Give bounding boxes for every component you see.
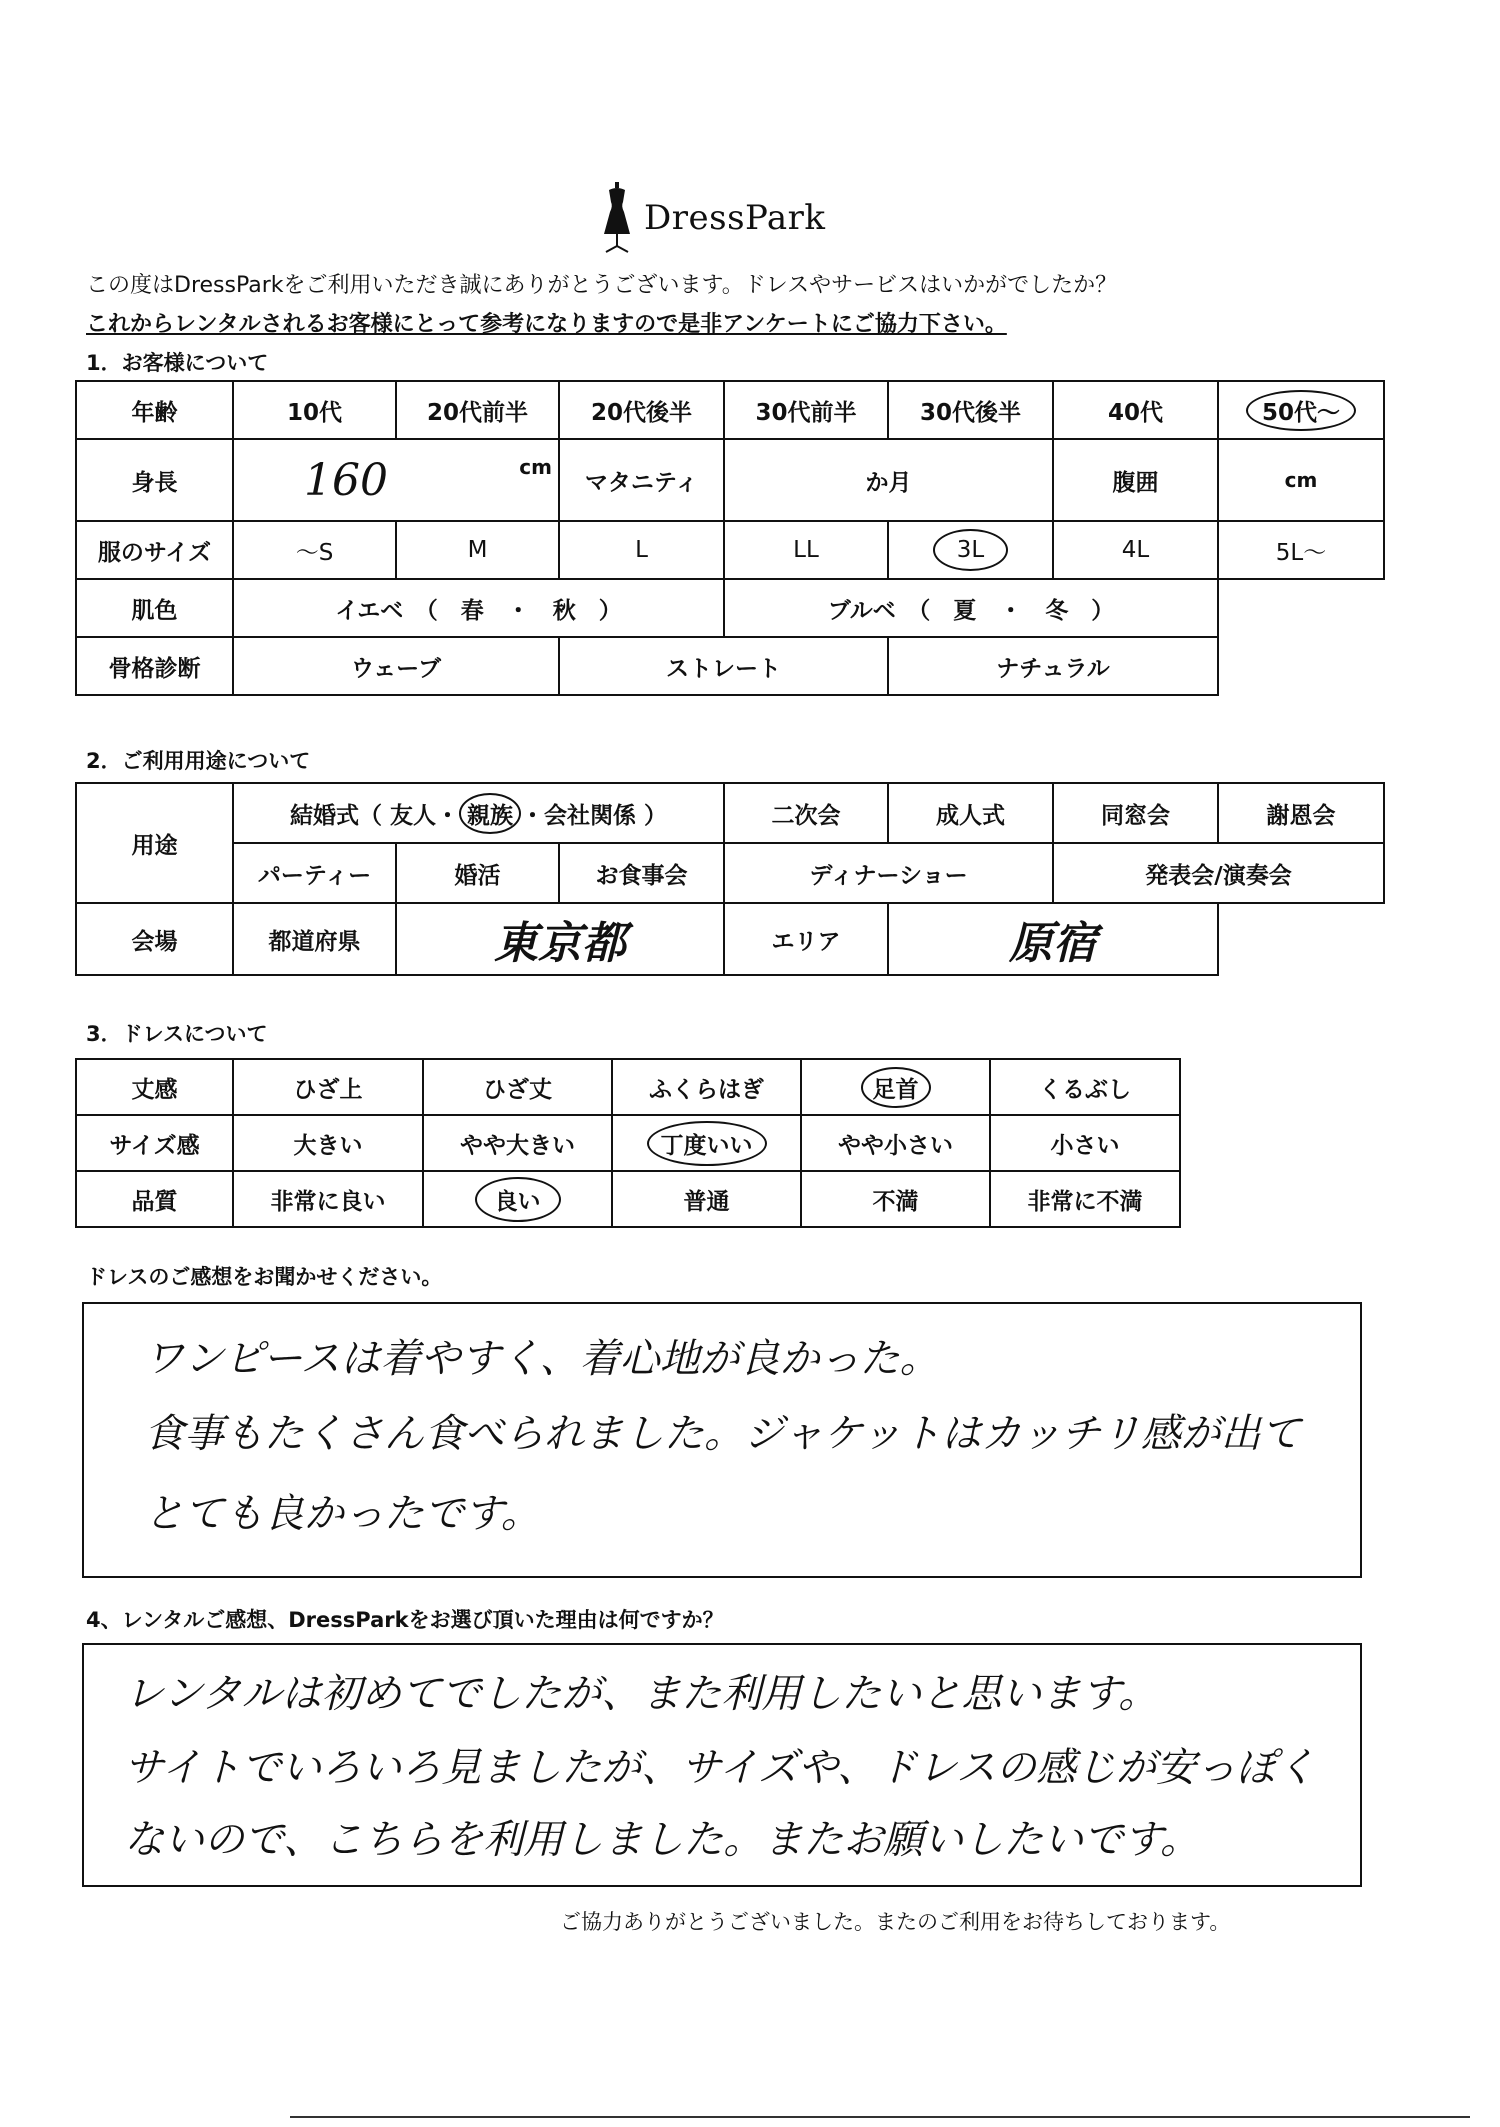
- fit-option: やや小さい: [801, 1115, 990, 1171]
- dress-comment-line: 食事もたくさん食べられました。ジャケットはカッチリ感が出て: [144, 1411, 1301, 1457]
- age-option: 20代前半: [396, 381, 559, 439]
- size-option: 〜S: [233, 521, 396, 579]
- wedding-prefix: 結婚式（ 友人・: [289, 802, 459, 829]
- purpose-option: 謝恩会: [1218, 783, 1384, 843]
- quality-option: 非常に不満: [990, 1171, 1180, 1227]
- size-option: LL: [724, 521, 888, 579]
- frame-row: [76, 637, 1384, 695]
- blank-cell: [1218, 637, 1384, 695]
- dress-comment-line: とても良かったです。: [144, 1491, 541, 1537]
- selected-circle: 丁度いい: [647, 1121, 767, 1166]
- section-3-title: 3．ドレスについて: [86, 1022, 268, 1046]
- quality-option: 不満: [801, 1171, 990, 1227]
- fit-option: 大きい: [233, 1115, 423, 1171]
- waist-label: 腹囲: [1053, 439, 1218, 521]
- footer-thanks: ご協力ありがとうございました。またのご利用をお待ちしております。: [560, 1910, 1231, 1934]
- section-2-title: 2．ご利用用途について: [86, 749, 311, 773]
- wedding-suffix: ・会社関係 ）: [521, 802, 668, 829]
- intro-line-2: これからレンタルされるお客様にとって参考になりますので是非アンケートにご協力下さい。: [86, 312, 1007, 337]
- purpose-option: 婚活: [396, 843, 559, 903]
- length-label: 丈感: [76, 1059, 233, 1115]
- area-value: 原宿: [888, 903, 1218, 975]
- age-option-selected: [1218, 381, 1384, 439]
- selected-circle: 50代〜: [1246, 390, 1356, 431]
- pref-label: 都道府県: [233, 903, 396, 975]
- size-option: M: [396, 521, 559, 579]
- purpose-option: パーティー: [233, 843, 396, 903]
- rental-comment-line: ないので、こちらを利用しました。またお願いしたいです。: [124, 1817, 1200, 1863]
- dress-comment-box: [82, 1302, 1362, 1578]
- height-row: [76, 439, 1384, 521]
- intro-line-1: この度はDressParkをご利用いただき誠にありがとうございます。ドレスやサービスはいかがでしたか？: [86, 273, 1118, 298]
- quality-option: 非常に良い: [233, 1171, 423, 1227]
- quality-option-selected: [423, 1171, 612, 1227]
- size-option: L: [559, 521, 724, 579]
- purpose-table: [75, 782, 1385, 976]
- waist-unit: cm: [1218, 439, 1384, 521]
- venue-row: [76, 903, 1384, 975]
- skin-label: 肌色: [76, 579, 233, 637]
- maternity-months: か月: [724, 439, 1053, 521]
- purpose-label: 用途: [76, 783, 233, 903]
- selected-circle: 良い: [475, 1177, 561, 1222]
- height-value-cell: [233, 439, 559, 521]
- pref-value: 東京都: [396, 903, 724, 975]
- age-option: 30代後半: [888, 381, 1053, 439]
- dress-form-icon: [600, 182, 634, 254]
- fit-label: サイズ感: [76, 1115, 233, 1171]
- length-row: [76, 1059, 1180, 1115]
- blank-cell: [1218, 579, 1384, 637]
- age-option: 30代前半: [724, 381, 888, 439]
- purpose-option: 成人式: [888, 783, 1053, 843]
- age-row: [76, 381, 1384, 439]
- purpose-option: お食事会: [559, 843, 724, 903]
- skin-blue: ブルベ （ 夏 ・ 冬 ）: [724, 579, 1218, 637]
- age-option: 10代: [233, 381, 396, 439]
- length-option: ふくらはぎ: [612, 1059, 801, 1115]
- quality-label: 品質: [76, 1171, 233, 1227]
- wedding-selected: 親族: [459, 793, 521, 834]
- size-row: [76, 521, 1384, 579]
- section-1-title: 1．お客様について: [86, 351, 269, 375]
- rental-comment-box: [82, 1643, 1362, 1887]
- rental-comment-line: サイトでいろいろ見ましたが、サイズや、ドレスの感じが安っぽく: [124, 1745, 1316, 1791]
- purpose-wedding: [233, 783, 724, 843]
- fit-option-selected: [612, 1115, 801, 1171]
- age-option: 20代後半: [559, 381, 724, 439]
- frame-label: 骨格診断: [76, 637, 233, 695]
- fit-row: [76, 1115, 1180, 1171]
- maternity-label: マタニティ: [559, 439, 724, 521]
- frame-option: ストレート: [559, 637, 888, 695]
- skin-yellow: イエベ （ 春 ・ 秋 ）: [233, 579, 724, 637]
- purpose-row-1: [76, 783, 1384, 843]
- quality-option: 普通: [612, 1171, 801, 1227]
- section-4-title: 4、レンタルご感想、DressParkをお選び頂いた理由は何ですか？: [86, 1608, 724, 1632]
- length-option: くるぶし: [990, 1059, 1180, 1115]
- bottom-rule: [290, 2116, 1470, 2118]
- dress-comment-prompt: ドレスのご感想をお聞かせください。: [86, 1265, 443, 1289]
- selected-circle: 足首: [861, 1067, 931, 1108]
- fit-option: やや大きい: [423, 1115, 612, 1171]
- height-unit: cm: [519, 454, 552, 479]
- fit-option: 小さい: [990, 1115, 1180, 1171]
- dress-table: [75, 1058, 1181, 1228]
- size-option: 5L〜: [1218, 521, 1384, 579]
- area-label: エリア: [724, 903, 888, 975]
- skin-row: [76, 579, 1384, 637]
- selected-circle: 3L: [933, 529, 1008, 571]
- purpose-option: 二次会: [724, 783, 888, 843]
- venue-label: 会場: [76, 903, 233, 975]
- frame-option: ナチュラル: [888, 637, 1218, 695]
- purpose-option: ディナーショー: [724, 843, 1053, 903]
- quality-row: [76, 1171, 1180, 1227]
- height-value: 160: [304, 454, 388, 506]
- brand-name: DressPark: [644, 198, 826, 238]
- blank-cell: [1218, 903, 1384, 975]
- purpose-option: 発表会/演奏会: [1053, 843, 1384, 903]
- height-label: 身長: [76, 439, 233, 521]
- length-option: ひざ上: [233, 1059, 423, 1115]
- length-option-selected: [801, 1059, 990, 1115]
- size-option: 4L: [1053, 521, 1218, 579]
- rental-comment-line: レンタルは初めてでしたが、また利用したいと思います。: [124, 1671, 1159, 1717]
- purpose-row-2: [76, 843, 1384, 903]
- customer-table: [75, 380, 1385, 696]
- age-label: 年齢: [76, 381, 233, 439]
- frame-option: ウェーブ: [233, 637, 559, 695]
- size-option-selected: [888, 521, 1053, 579]
- size-label: 服のサイズ: [76, 521, 233, 579]
- dress-comment-line: ワンピースは着やすく、着心地が良かった。: [144, 1336, 940, 1382]
- purpose-option: 同窓会: [1053, 783, 1218, 843]
- length-option: ひざ丈: [423, 1059, 612, 1115]
- brand-logo: [600, 178, 826, 258]
- age-option: 40代: [1053, 381, 1218, 439]
